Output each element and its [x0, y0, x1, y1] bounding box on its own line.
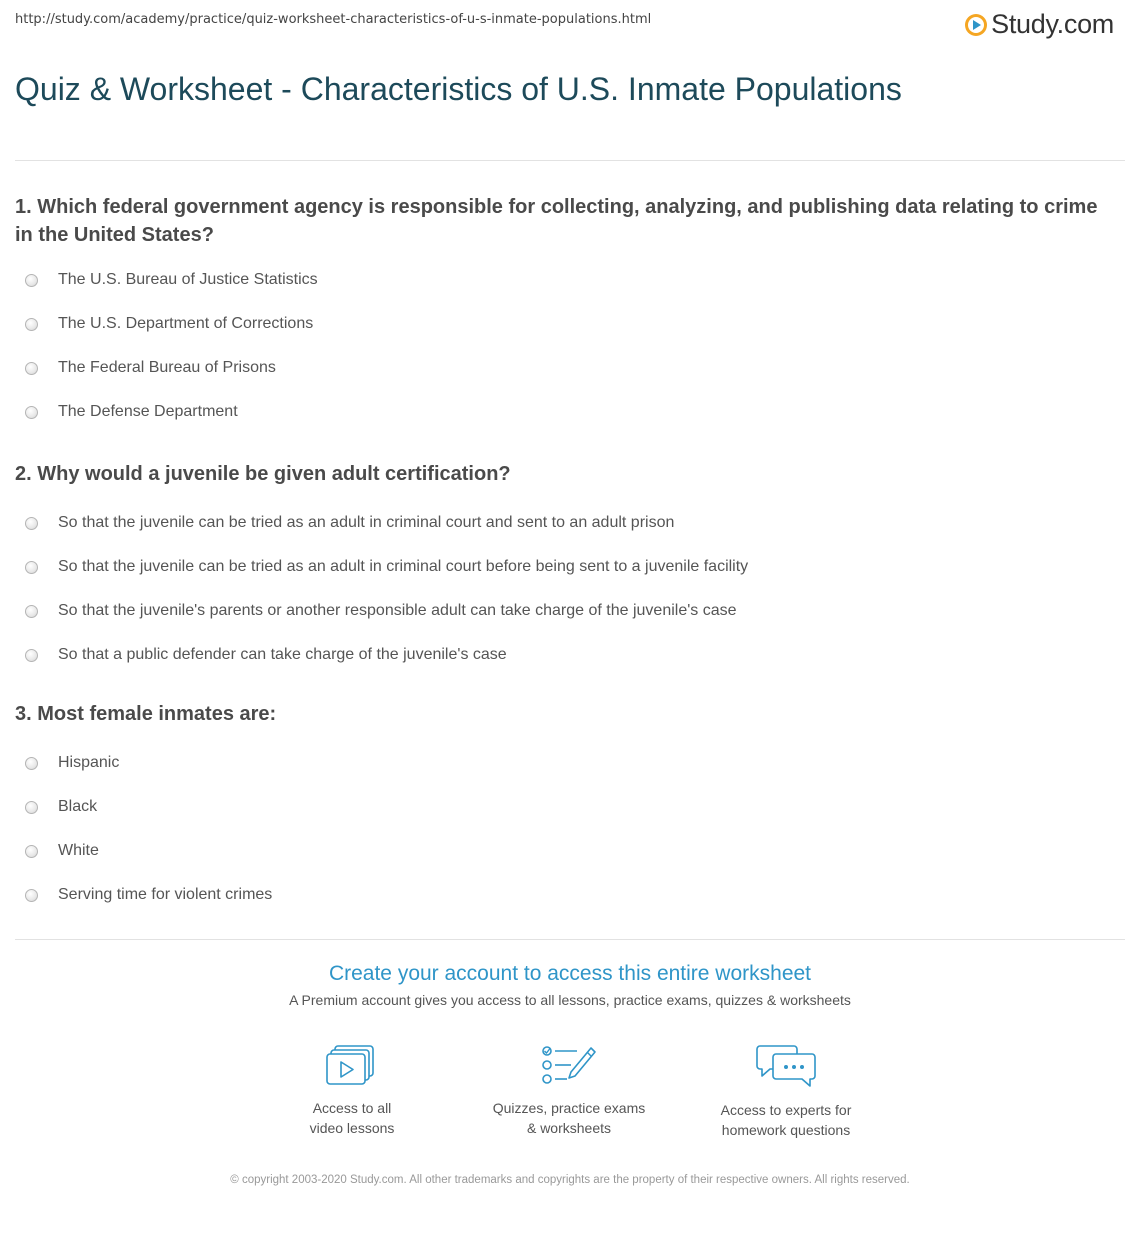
radio-button[interactable] — [25, 274, 38, 287]
answer-option[interactable] — [25, 390, 1105, 434]
radio-button[interactable] — [25, 362, 38, 375]
radio-button[interactable] — [25, 561, 38, 574]
radio-button[interactable] — [25, 517, 38, 530]
answer-label: Black — [58, 798, 98, 815]
answer-option[interactable] — [25, 258, 1105, 302]
question-title: 1. Which federal government agency is responsible for collecting, analyzing, and publishing data relating to crime in the United States? — [15, 196, 1098, 246]
radio-button[interactable] — [25, 318, 38, 331]
quiz-checklist-icon — [541, 1044, 597, 1088]
answer-label: The Federal Bureau of Prisons — [58, 359, 276, 376]
feature-label: Access to all video lessons — [309, 1100, 395, 1136]
answer-option[interactable] — [25, 633, 1105, 677]
feature-video-lessons — [252, 1044, 452, 1138]
radio-button[interactable] — [25, 649, 38, 662]
answer-label: The U.S. Bureau of Justice Statistics — [58, 271, 318, 288]
page-title: Quiz & Worksheet - Characteristics of U.S. Inmate Populations — [15, 71, 902, 107]
answer-option[interactable] — [25, 873, 1105, 917]
radio-button[interactable] — [25, 757, 38, 770]
study-logo[interactable] — [965, 9, 1114, 40]
answer-label: So that a public defender can take charge of the juvenile's case — [58, 646, 507, 663]
radio-button[interactable] — [25, 801, 38, 814]
feature-label: Access to experts for homework questions — [720, 1102, 852, 1138]
answer-label: The Defense Department — [58, 403, 238, 420]
title-divider — [15, 160, 1125, 161]
radio-button[interactable] — [25, 845, 38, 858]
answer-option[interactable] — [25, 501, 1105, 545]
answer-label: So that the juvenile's parents or another responsible adult can take charge of the juvenile's case — [58, 602, 737, 619]
cta-divider — [15, 939, 1125, 940]
answer-label: So that the juvenile can be tried as an adult in criminal court before being sent to a juvenile facility — [58, 558, 749, 575]
radio-button[interactable] — [25, 889, 38, 902]
create-account-link[interactable]: Create your account to access this entire worksheet — [328, 962, 812, 985]
question-title: 3. Most female inmates are: — [15, 703, 277, 725]
answer-option[interactable] — [25, 545, 1105, 589]
question-3 — [15, 700, 1105, 917]
answer-option[interactable] — [25, 741, 1105, 785]
page-url: http://study.com/academy/practice/quiz-worksheet-characteristics-of-u-s-inmate-populations.html — [15, 12, 652, 27]
question-2 — [15, 460, 1105, 677]
answer-option[interactable] — [25, 785, 1105, 829]
radio-button[interactable] — [25, 605, 38, 618]
answer-option[interactable] — [25, 346, 1105, 390]
answer-label: So that the juvenile can be tried as an adult in criminal court and sent to an adult prison — [58, 514, 675, 531]
radio-button[interactable] — [25, 406, 38, 419]
logo-text: Study.com — [991, 9, 1114, 39]
feature-label: Quizzes, practice exams & worksheets — [492, 1100, 646, 1136]
question-title: 2. Why would a juvenile be given adult certification? — [15, 463, 511, 485]
answer-label: Hispanic — [58, 754, 120, 771]
answer-option[interactable] — [25, 302, 1105, 346]
feature-experts — [686, 1044, 886, 1140]
answer-label: White — [58, 842, 99, 859]
question-1 — [15, 193, 1105, 434]
answer-option[interactable] — [25, 829, 1105, 873]
cta-subtitle: A Premium account gives you access to all lessons, practice exams, quizzes & worksheets — [289, 992, 851, 1008]
play-circle-logo-icon — [965, 14, 987, 36]
answer-label: Serving time for violent crimes — [58, 886, 273, 903]
answer-option[interactable] — [25, 589, 1105, 633]
copyright-text: © copyright 2003-2020 Study.com. All other trademarks and copyrights are the property of their respective owners. All rights reserved. — [230, 1174, 910, 1186]
feature-quizzes — [469, 1044, 669, 1138]
answer-label: The U.S. Department of Corrections — [58, 315, 314, 332]
chat-bubbles-icon — [754, 1044, 818, 1090]
video-lessons-icon — [326, 1044, 378, 1088]
